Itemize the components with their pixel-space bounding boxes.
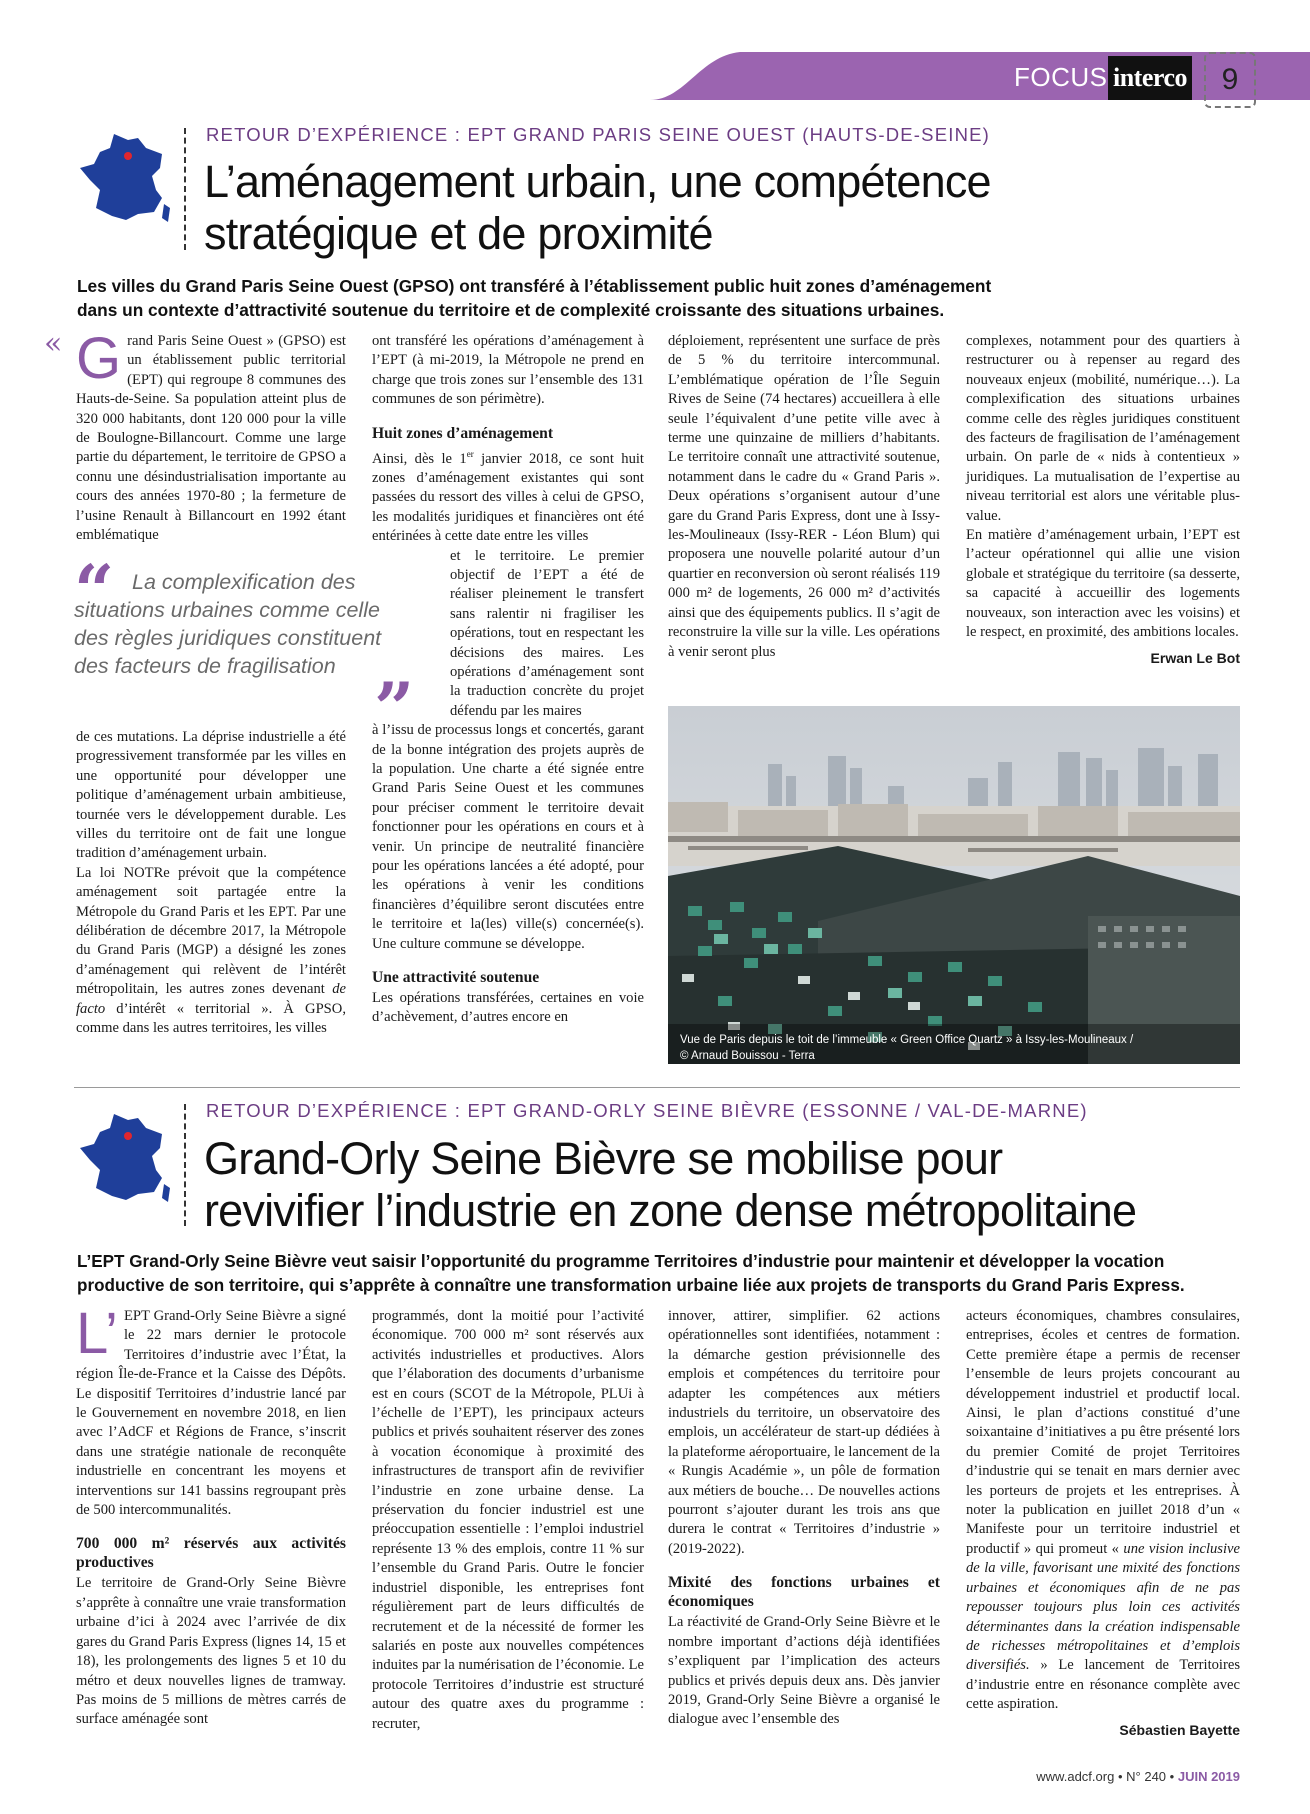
article1-photo [668, 706, 1240, 1064]
footer-issue: N° 240 [1126, 1769, 1167, 1784]
article2-title-line1: Grand-Orly Seine Bièvre se mobilise pour [204, 1133, 1003, 1184]
article2-column-4 [966, 1307, 1240, 1740]
pullquote [74, 549, 418, 680]
article1-col1-p3-em: de facto [76, 981, 347, 1017]
article2-lede-line1: L’EPT Grand-Orly Seine Bièvre veut saisir l’opportunité du programme Territoires d’industrie pour maintenir et développer la vocation [77, 1252, 1165, 1271]
article1-col1-p2: de ces mutations. La déprise industrielle a été progressivement transformée par les villes en une opportunité pour développer une politique d’aménagement urbain ambitieuse, tournée vers le développement durable. Les villes du territoire ont de fait une longue tradition d’aménagement urbain. [76, 729, 346, 862]
article2-col1-p1: EPT Grand-Orly Seine Bièvre a signé le 22 mars dernier le protocole Territoires d’industrie avec l’État, la région Île-de-France et la Caisse des Dépôts. Le dispositif Territoires d’industrie lancé par le Gouvernement en novembre 2018, en lien avec l’AdCF et Régions de France, s’inscrit dans une stratégie nationale de reconquête industrielle en concentrant les moyens et interventions sur 141 bassins regroupant près de 500 intercommunalités. [76, 1308, 346, 1519]
article2-col4-p1-end: » Le lancement de Territoires d’industrie entre en résonance complète avec cette aspiration. [966, 1657, 1241, 1713]
header-dash-rule [184, 128, 186, 250]
pullquote-open-icon: “ [74, 549, 115, 632]
article2-column-2 [372, 1307, 644, 1734]
article2-col4-p1-wrapper [966, 1307, 1240, 1715]
article1-title-line2: stratégique et de proximité [204, 208, 713, 259]
article1-column-4 [966, 332, 1240, 668]
article2-col1-paragraph [76, 1301, 346, 1520]
brand-logo: interco [1108, 56, 1192, 100]
article1-col2-p3: Les opérations transférées, certaines en voie d’achèvement, d’autres encore en [372, 990, 644, 1026]
pullquote-text: La complexification des situations urbaines comme celle des règles juridiques constituent des facteurs de fragilisation [74, 570, 382, 678]
article2-col4-p1-em: une vision inclusive de la ville, favorisant une mixité des fonctions urbaines et économiques afin de ne pas repousser toujours plus loin ces activités déterminantes dans la création indispensable de richesses métropolitaines et d’emplois diversifiés. [966, 1540, 1240, 1674]
dropcap: G [76, 326, 122, 391]
article2-lede [77, 1250, 1257, 1297]
photo-caption-line1: Vue de Paris depuis le toit de l’immeuble « Green Office Quartz » à Issy-les-Moulineaux / [680, 1034, 1134, 1046]
article2-col1-p2: Le territoire de Grand-Orly Seine Bièvre s’apprête à connaître une vraie transformation urbaine d’ici à 2024 avec l’arrivée de dix gares du Grand Paris Express (lignes 14, 15 et 18), les prolongements des lignes 5 et 10 du métro et deux nouvelles lignes de tramway. Pas moins de 5 millions de mètres carrés de surface aménagée sont [76, 1575, 346, 1728]
pullquote-close-icon: ” [374, 667, 415, 750]
page-footer [900, 1769, 1240, 1784]
photo-caption [680, 1032, 1200, 1064]
article1-col2-p2d: à l’issu de processus longs et concertés, garant de la bonne intégration des projets auprès de la population. Une charte a été signée entre Grand Paris Seine Ouest et les communes pour préciser comment le territoire devait fonctionner pour les opérations en cours et à venir. Un principe de neutralité financière pour les opérations lancées a été adopté, pour les opérations à venir les conditions financières d’équilibre seront discutées entre le territoire et la(les) ville(s) concernée(s). Une culture commune se développe. [372, 722, 644, 952]
article-divider [74, 1087, 1240, 1088]
article1-col2-p2c: et le territoire. Le premier objectif de l’EPT a été de réaliser pleinement le transfert sans ralentir ni fragiliser les opérations, tout en respectant les décisions des maires. Les opérations d’aménagement sont la traduction concrète du projet défendu par les maires [450, 547, 644, 719]
france-map-icon-2 [76, 1108, 176, 1213]
article1-col1-paragraph [76, 326, 346, 545]
article2-column-1 [76, 1301, 346, 1730]
article1-col2-p2a: Ainsi, dès le 1 [372, 450, 467, 467]
article2-title [204, 1133, 1264, 1237]
article1-col2-indented [372, 547, 644, 722]
article2-subhead-1: 700 000 m² réservés aux activités productives [76, 1535, 346, 1572]
open-quote-mark: « [44, 326, 63, 361]
footer-site-link[interactable]: www.adcf.org [1036, 1769, 1115, 1784]
footer-date: JUIN 2019 [1177, 1769, 1240, 1784]
article1-col4-p1: complexes, notamment pour des quartiers à restructurer ou à repenser au regard des nouveaux enjeux (mobilité, numérique…). La complexification des situations urbaines comme celle des règles juridiques constituent des facteurs de fragilisation de l’aménagement urbain. On parle de « nids à contentieux » juridiques. La mutualisation de l’expertise au niveau territorial est alors une véritable plus-value. [966, 333, 1240, 524]
article1-column-1-continued [76, 728, 346, 1039]
france-map-icon [76, 128, 176, 233]
article1-signature: Erwan Le Bot [1150, 649, 1240, 666]
footer-separator-1: • [1117, 1769, 1123, 1784]
article2-col3-p1: innover, attirer, simplifier. 62 actions opérationnelles sont identifiées, notamment : la démarche gestion prévisionnelle des emplois et compétences du territoire pour adapter les compétences aux métiers industriels du territoire, un observatoire des emplois, un accélérateur de start-up dédiées à la plateforme aéroportuaire, le lancement de la « Rungis Académie », un pôle de formation aux métiers de bouche… De nouvelles actions pourront s’ajouter durant les trois ans que durera le contrat « Territoires d’industrie » (2019-2022). [668, 1308, 940, 1557]
photo-caption-credit: © Arnaud Bouissou - Terra [680, 1050, 815, 1062]
article2-col3-p2: La réactivité de Grand-Orly Seine Bièvre et le nombre important d’actions déjà identifiées s’expliquent par l’implication des acteurs publics et privés depuis deux ans. Dès janvier 2019, Grand-Orly Seine Bièvre a organisé le dialogue avec l’ensemble des [668, 1614, 940, 1728]
article2-subhead-2: Mixité des fonctions urbaines et économiques [668, 1574, 940, 1611]
page-number: 9 [1204, 52, 1256, 108]
article1-lede-line2: dans un contexte d’attractivité soutenue du territoire et de complexité croissante des situations urbaines. [77, 299, 945, 320]
article1-col2-p2-sup: er [466, 448, 474, 459]
article2-col2-p1: programmés, dont la moitié pour l’activité économique. 700 000 m² sont réservés aux activités industrielles et productives. Alors que l’élaboration des documents d’urbanisme est en cours (SCOT de la Métropole, PLUi à l’échelle de l’EPT), les principaux acteurs publics et privés souhaitent réserver des zones à vocation économique à proximité des infrastructures de transport afin de revivifier l’industrie en zone urbaine dense. La préservation du foncier industriel est une préoccupation essentielle : l’emploi industriel représente 13 % des emplois, contre 11 % sur l’ensemble du Grand Paris. Outre le foncier industriel disponible, les entreprises font régulièrement part de leurs difficultés de recrutement et de la nécessité de former les salariés en poste aux nouvelles compétences induites par la numérisation de l’économie. Le protocole Territoires d’industrie est structuré autour des quatre axes du programme : recruter, [372, 1308, 644, 1732]
article2-column-3 [668, 1307, 940, 1730]
article1-col2-p1: ont transféré les opérations d’aménagement à l’EPT (à mi-2019, la Métropole ne prend en charge que trois zones sur l’ensemble des 131 communes de son périmètre). [372, 333, 644, 408]
article1-col2-p2b: janvier 2018, ce sont huit zones d’aménagement existantes qui sont passées du ressort des villes à celui de GPSO, les modalités juridiques et financières ont été entérinées à cette date entre les villes [372, 450, 644, 545]
header-dash-rule-2 [184, 1104, 186, 1226]
article1-col1-p3-end: d’intérêt « territorial ». À GPSO, comme dans les autres territoires, les villes [76, 1000, 346, 1037]
section-label: FOCUS [1014, 62, 1108, 92]
article1-column-1 [76, 326, 346, 545]
article1-lede-line1: Les villes du Grand Paris Seine Ouest (GPSO) ont transféré à l’établissement public huit zones d’aménagement [77, 276, 992, 296]
article1-subhead-1: Huit zones d’aménagement [372, 424, 554, 442]
article1-col1-p1: rand Paris Seine Ouest » (GPSO) est un établissement public territorial (EPT) qui regroupe 8 communes des Hauts-de-Seine. Sa population atteint plus de 320 000 habitants, dont 120 000 pour la ville de Boulogne-Billancourt. Comme une large partie du département, le territoire de GPSO a connu une désindustrialisation importante au cours des années 1970-80 ; la fermeture de l’usine Renault à Billancourt en 1992 étant emblématique [76, 333, 346, 544]
article1-title [204, 156, 1244, 260]
article1-title-line1: L’aménagement urbain, une compétence [204, 156, 991, 207]
article1-column-2 [372, 332, 644, 1028]
article1-col2-p2 [372, 445, 644, 547]
article2-kicker: RETOUR D’EXPÉRIENCE : EPT GRAND-ORLY SEINE BIÈVRE (ESSONNE / VAL-DE-MARNE) [206, 1100, 1088, 1121]
article1-col1-p3-wrapper [76, 864, 346, 1039]
article1-column-3 [668, 332, 940, 662]
footer-separator-2: • [1169, 1769, 1175, 1784]
article1-kicker: RETOUR D’EXPÉRIENCE : EPT GRAND PARIS SEINE OUEST (HAUTS-DE-SEINE) [206, 124, 991, 145]
article2-col4-p1: acteurs économiques, chambres consulaires, entreprises, écoles et centres de formation. Cette première étape a permis de recenser l’ensemble de leurs projets concourant au développement industriel et productif local. Ainsi, le plan d’actions constitué d’une soixantaine d’initiatives a pu être présenté lors du premier Comité de projet Territoires d’industrie qui se tenait en mars dernier avec les porteurs de projets et les entreprises. À noter la publication en juillet 2018 d’un « Manifeste pour un territoire industriel et productif » qui promeut « [966, 1308, 1240, 1557]
article1-col1-p3: La loi NOTRe prévoit que la compétence aménagement soit partagée entre la Métropole du Grand Paris et les EPT. Par une délibération de décembre 2017, la Métropole du Grand Paris (MGP) a désigné les zones d’aménagement qui relèvent de l’intérêt métropolitain, les autres zones devenant [76, 864, 346, 998]
article1-subhead-2: Une attractivité soutenue [372, 969, 540, 987]
article2-lede-line2: productive de son territoire, qui s’apprête à connaître une transformation urbaine liée aux projets de transports du Grand Paris Express. [77, 1275, 1185, 1295]
article1-col4-p2: En matière d’aménagement urbain, l’EPT est l’acteur opérationnel qui allie une vision globale et stratégique du territoire (sa desserte, sa capacité à accueillir des logements nouveaux, son interaction avec les voisins) et le respect, en proximité, des ambitions locales. [966, 527, 1240, 641]
article1-lede [77, 275, 1247, 322]
paris-skyline-image [668, 706, 1240, 1064]
article2-title-line2: revivifier l’industrie en zone dense métropolitaine [204, 1185, 1137, 1236]
dropcap-2: L’ [76, 1301, 118, 1366]
article1-col3-p1: déploiement, représentent une surface de près de 5 % du territoire intercommunal. L’emblématique opération de l’Île Seguin Rives de Seine (74 hectares) accueillera à elle seule l’équivalent d’une petite ville avec à terme une quinzaine de milliers d’habitants. Le territoire connaît une attractivité soutenue, notamment dans le cadre du « Grand Paris ». Deux opérations s’organisent autour d’une gare du Grand Paris Express, dont une à Issy-les-Moulineaux (Issy-RER - Léon Blum) qui proposera une nouvelle polarité autour d’un quartier en reconversion où seront réalisés 119 000 m² de logements, 26 000 m² d’activités ainsi que des équipements publics. Il s’agit de reconstruire la ville sur la ville. Les opérations à venir seront plus [668, 333, 940, 660]
article2-signature: Sébastien Bayette [1119, 1721, 1240, 1738]
